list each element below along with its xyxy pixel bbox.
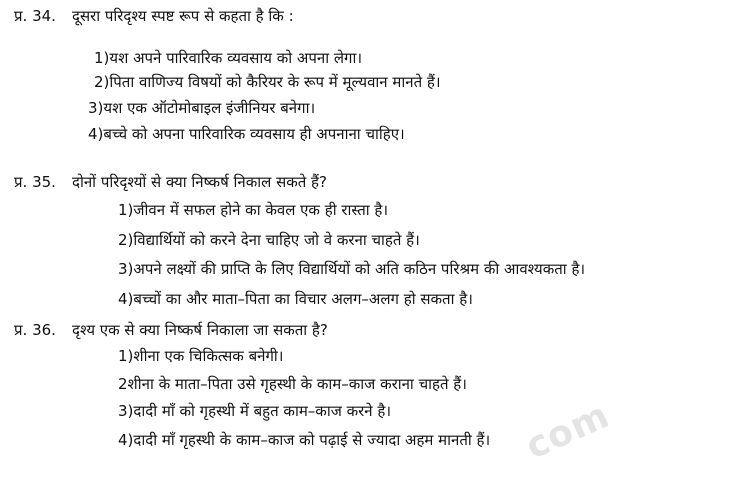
question-text: दूसरा परिदृश्य स्पष्ट रूप से कहता है कि : <box>72 7 294 25</box>
option-36-3: 3)दादी माँ को गृहस्थी में बहुत काम–काज करने है। <box>118 402 392 420</box>
question-text: दृश्य एक से क्या निष्कर्ष निकाला जा सकता है? <box>72 321 328 339</box>
question-34 <box>14 6 294 26</box>
option-35-1: 1)जीवन में सफल होने का केवल एक ही रास्ता है। <box>118 201 389 219</box>
question-number: प्र. 34. <box>14 7 56 25</box>
question-36 <box>14 320 328 340</box>
question-35 <box>14 172 327 192</box>
option-35-3: 3)अपने लक्ष्यों की प्राप्ति के लिए विद्यार्थियों को अति कठिन परिश्रम की आवश्यकता है। <box>118 260 586 278</box>
option-34-1: 1)यश अपने पारिवारिक व्यवसाय को अपना लेगा। <box>94 49 363 67</box>
option-36-1: 1)शीना एक चिकित्सक बनेगी। <box>118 347 284 365</box>
question-number: प्र. 36. <box>14 321 56 339</box>
option-34-3: 3)यश एक ऑटोमोबाइल इंजीनियर बनेगा। <box>88 99 316 117</box>
question-number: प्र. 35. <box>14 173 56 191</box>
option-34-4: 4)बच्चे को अपना पारिवारिक व्यवसाय ही अपनाना चाहिए। <box>88 125 405 143</box>
option-34-2: 2)पिता वाणिज्य विषयों को कैरियर के रूप में मूल्यवान मानते हैं। <box>94 73 441 91</box>
watermark: com <box>520 394 616 468</box>
option-35-4: 4)बच्चों का और माता–पिता का विचार अलग–अलग हो सकता है। <box>118 290 473 308</box>
question-text: दोनों परिदृश्यों से क्या निष्कर्ष निकाल सकते हैं? <box>72 173 327 191</box>
option-36-4: 4)दादी माँ गृहस्थी के काम–काज को पढ़ाई से ज्यादा अहम मानती हैं। <box>118 431 491 449</box>
option-36-2: 2शीना के माता–पिता उसे गृहस्थी के काम–काज कराना चाहते हैं। <box>118 375 467 393</box>
option-35-2: 2)विद्यार्थियों को करने देना चाहिए जो वे करना चाहते हैं। <box>118 231 420 249</box>
